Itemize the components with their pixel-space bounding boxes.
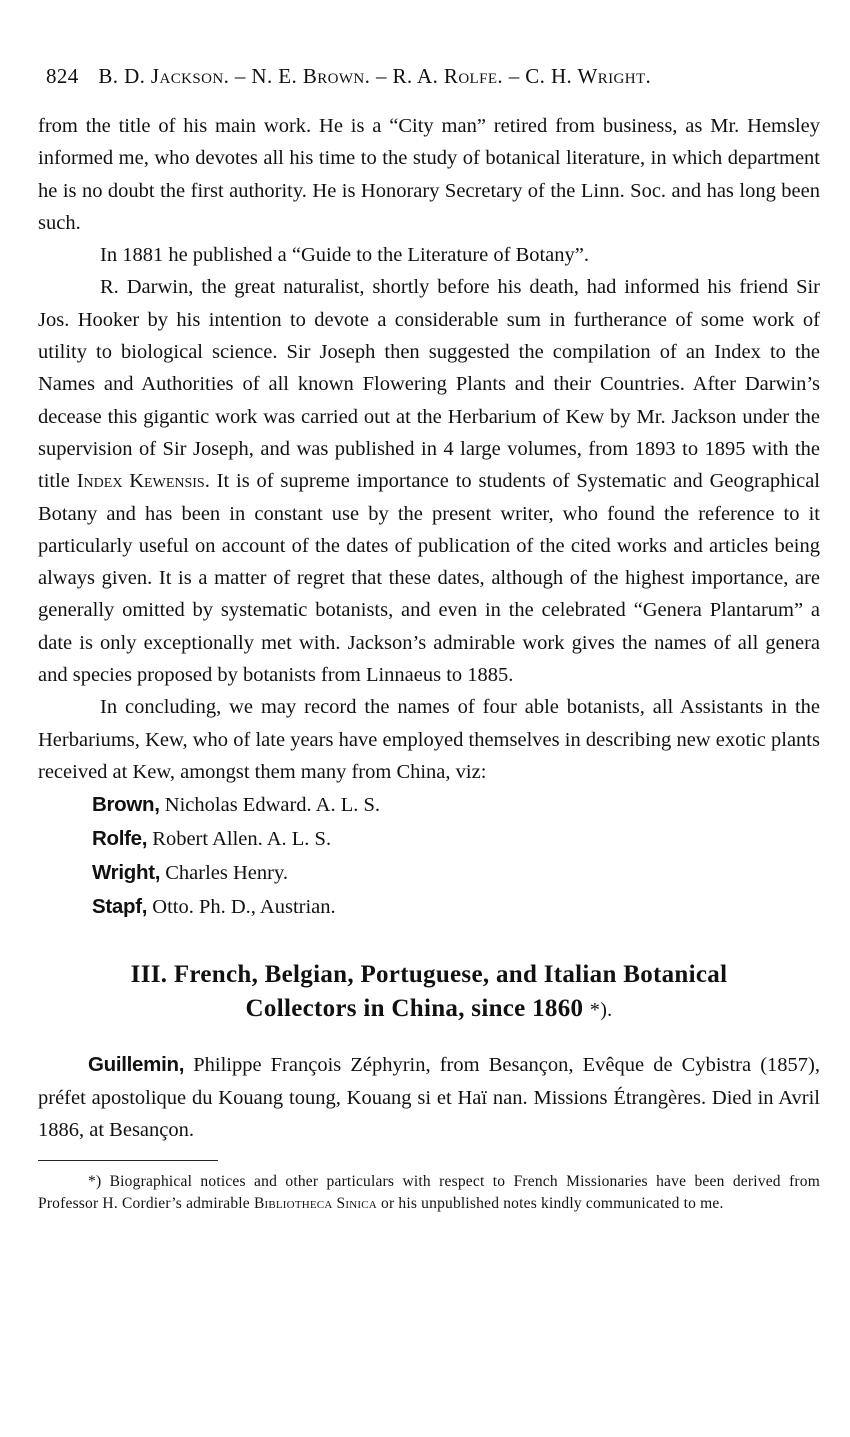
running-head: B. D. Jackson. – N. E. Brown. – R. A. Rolfe. – C. H. Wright.: [98, 64, 652, 88]
footnote-rule: [38, 1160, 218, 1161]
paragraph: In concluding, we may record the names of four able botanists, all Assistants in the Herbariums, Kew, who of late years have employed themselves in describing new exotic plants received at Kew, amongst them many from China, viz:: [38, 696, 820, 783]
section-title-text: Collectors in China, since 1860: [245, 995, 584, 1023]
botanist-entry: [92, 890, 820, 924]
collector-name: Guillemin,: [88, 1053, 185, 1077]
botanist-entry: [92, 822, 820, 856]
page: [38, 64, 820, 1215]
botanist-details: Charles Henry.: [165, 862, 289, 885]
body-text: [38, 110, 820, 788]
running-header: [46, 64, 820, 110]
footnote-marker: *).: [589, 999, 613, 1022]
paragraph: [38, 271, 820, 691]
footnote-text: *) Biographical notices and other particulars with respect to French Missionaries have been derived from Professor H. Cordier’s admirable: [38, 1173, 820, 1213]
botanist-details: Robert Allen. A. L. S.: [152, 828, 332, 851]
botanist-details: Otto. Ph. D., Austrian.: [152, 896, 336, 919]
footnote: [38, 1171, 820, 1215]
section-title-line: III. French, Belgian, Portuguese, and Italian Botanical: [130, 961, 728, 989]
botanist-surname: Rolfe,: [92, 827, 148, 851]
botanist-surname: Brown,: [92, 793, 160, 817]
paragraph-text: R. Darwin, the great naturalist, shortly before his death, had informed his friend Sir Jos. Hooker by his intention to devote a considerable sum in furtherance of some work of utility to biological science. Sir Joseph then suggested the compilation of an Index to the Names and Authorities of all known Flowering Plants and their Countries. After Darwin’s decease this gigantic work was carried out at the Herbarium of Kew by Mr. Jackson under the supervision of Sir Joseph, and was published in 4 large volumes, from 1893 to 1895 with the title: [38, 276, 820, 493]
paragraph: In 1881 he published a “Guide to the Literature of Botany”.: [100, 244, 590, 267]
collector-entry: [38, 1049, 820, 1146]
botanist-details: Nicholas Edward. A. L. S.: [164, 794, 381, 817]
paragraph: from the title of his main work. He is a “City man” retired from business, as Mr. Hemsley informed me, who devotes all his time to the study of botanical literature, in which department he is no doubt the first authority. He is Honorary Secretary of the Linn. Soc. and has long been such.: [38, 115, 820, 234]
section-title-line: [38, 992, 820, 1027]
botanist-entry: [92, 856, 820, 890]
botanist-entry: [92, 788, 820, 822]
footnote-source: Bibliotheca Sinica: [253, 1195, 377, 1213]
botanist-surname: Wright,: [92, 861, 161, 885]
botanist-surname: Stapf,: [92, 895, 148, 919]
collector-details: Philippe François Zéphyrin, from Besançon, Evêque de Cybistra (1857), préfet apostolique du Kouang toung, Kouang si et Haï nan. Missions Étrangères. Died in Avril 1886, at Besançon.: [38, 1054, 820, 1141]
section-title: [38, 958, 820, 1027]
botanist-list: [92, 788, 820, 924]
index-kewensis-title: Index Kewensis.: [76, 470, 210, 493]
page-number: 824: [46, 64, 79, 88]
paragraph-text: It is of supreme importance to students of Systematic and Geographical Botany and has been in constant use by the present writer, who found the reference to it particularly useful on account of the dates of publication of the cited works and articles being always given. It is a matter of regret that these dates, although of the highest importance, are generally omitted by systematic botanists, and even in the celebrated “Genera Plantarum” a date is only exceptionally met with. Jackson’s admirable work gives the names of all genera and species proposed by botanists from Linnaeus to 1885.: [38, 470, 821, 687]
footnote-text: or his unpublished notes kindly communicated to me.: [381, 1195, 724, 1213]
